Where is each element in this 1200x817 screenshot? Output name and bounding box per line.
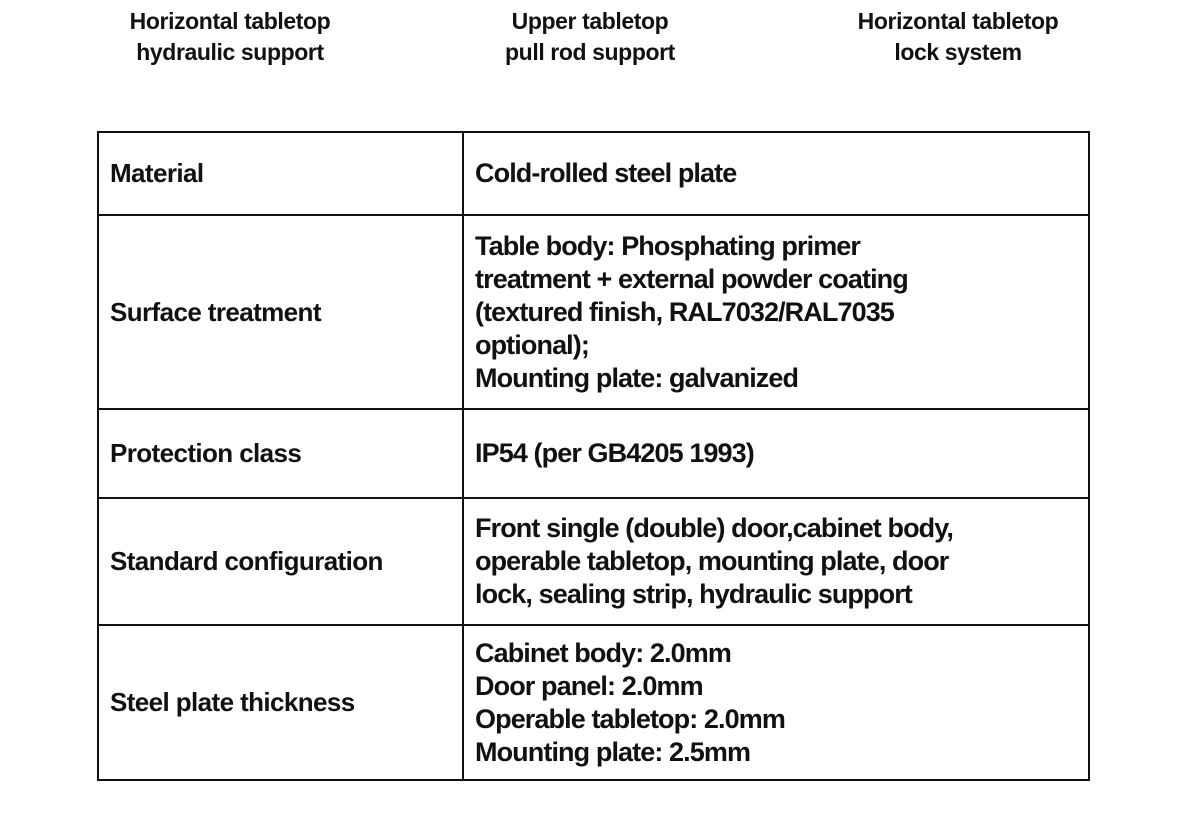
row-value [463, 132, 1089, 215]
value-line: IP54 (per GB4205 1993) [475, 438, 754, 468]
image-captions [0, 6, 1200, 76]
caption-hydraulic-support [80, 6, 380, 68]
row-value [463, 498, 1089, 625]
row-value [463, 409, 1089, 498]
value-line: Mounting plate: galvanized [475, 362, 799, 393]
caption-line: Horizontal tabletop [129, 8, 331, 34]
value-line: treatment + external powder coating [475, 263, 908, 294]
value-line: (textured finish, RAL7032/RAL7035 [475, 296, 894, 327]
value-line: Mounting plate: 2.5mm [475, 736, 751, 767]
table-row-material [98, 132, 1089, 215]
value-line: Cold-rolled steel plate [475, 158, 737, 188]
caption-pull-rod-support [440, 6, 740, 68]
row-label: Surface treatment [98, 215, 463, 409]
value-line: Cabinet body: 2.0mm [475, 637, 731, 668]
caption-line: Horizontal tabletop [857, 8, 1059, 34]
table-row-protection-class [98, 409, 1089, 498]
value-line: operable tabletop, mounting plate, door [475, 546, 949, 576]
caption-line: lock system [894, 39, 1022, 65]
caption-lock-system [808, 6, 1108, 68]
specification-table [97, 131, 1090, 781]
row-value [463, 215, 1089, 409]
row-label: Steel plate thickness [98, 625, 463, 780]
row-label: Standard configuration [98, 498, 463, 625]
value-line: Front single (double) door,cabinet body, [475, 513, 953, 543]
caption-line: hydraulic support [136, 39, 324, 65]
row-label: Material [98, 132, 463, 215]
value-line: Door panel: 2.0mm [475, 670, 703, 701]
caption-line: Upper tabletop [511, 8, 669, 34]
row-value [463, 625, 1089, 780]
value-line: Table body: Phosphating primer [475, 230, 861, 261]
table-row-steel-plate-thickness [98, 625, 1089, 780]
table-row-surface-treatment [98, 215, 1089, 409]
row-label: Protection class [98, 409, 463, 498]
table-row-standard-configuration [98, 498, 1089, 625]
value-line: lock, sealing strip, hydraulic support [475, 579, 912, 609]
value-line: optional); [475, 329, 589, 360]
value-line: Operable tabletop: 2.0mm [475, 703, 785, 734]
caption-line: pull rod support [505, 39, 675, 65]
